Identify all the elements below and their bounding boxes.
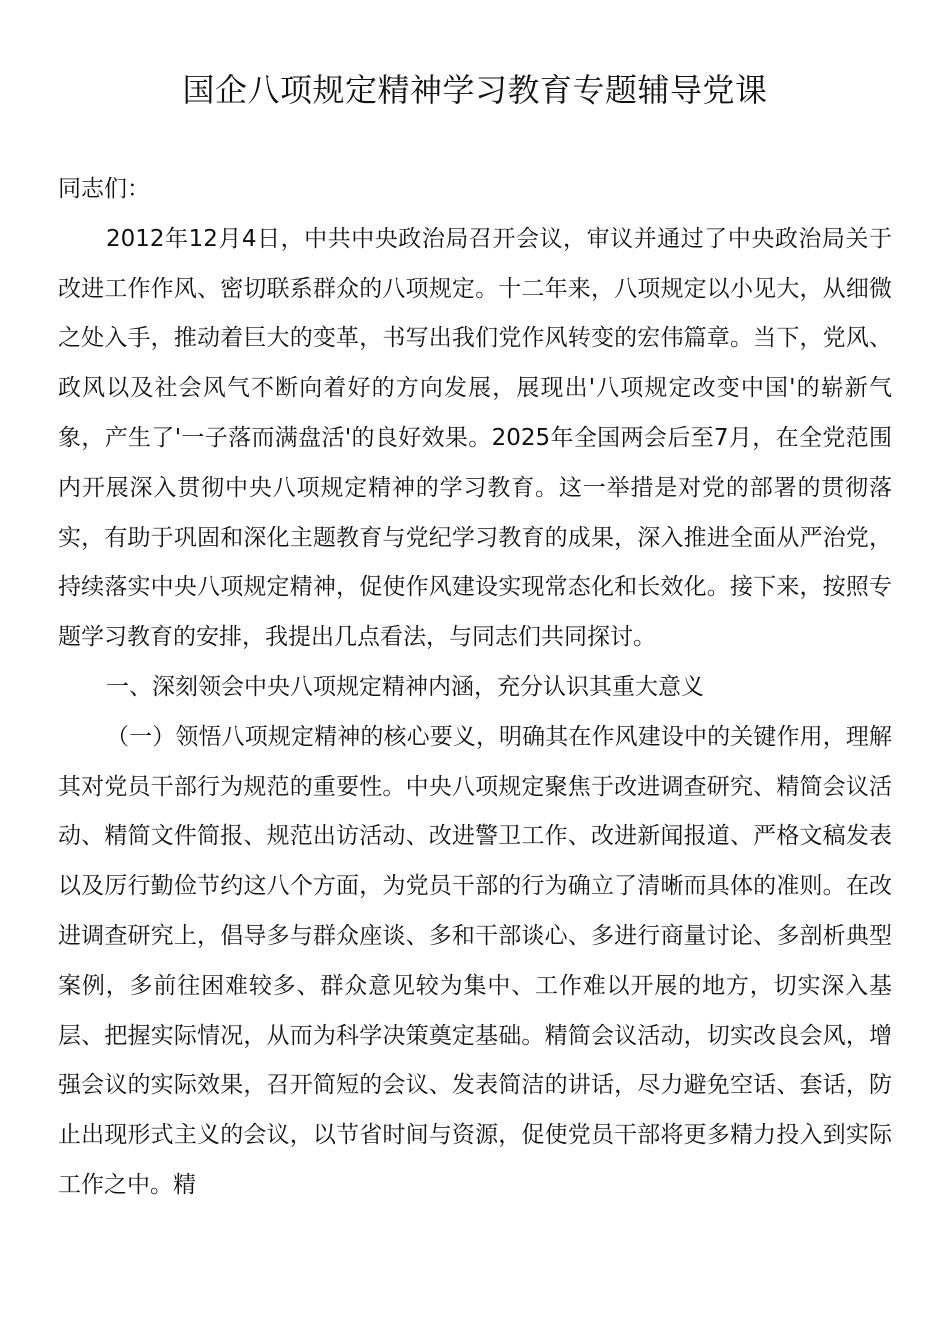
section-heading-1: 一、深刻领会中央八项规定精神内涵，充分认识其重大意义: [106, 673, 704, 700]
document-body: [58, 165, 892, 1211]
paragraph-intro: 2012年12月4日，中共中央政治局召开会议，审议并通过了中央政治局关于改进工作作风、密切联系群众的八项规定。十二年来，八项规定以小见大，从细微之处入手，推动着巨大的变革，书写出我们党作风转变的宏伟篇章。当下，党风、政风以及社会风气不断向着好的方向发展，展现出'八项规定改变中国'的崭新气象，产生了'一子落而满盘活'的良好效果。2025年全国两会后至7月，在全党范围内开展深入贯彻中央八项规定精神的学习教育。这一举措是对党的部署的贯彻落实，有助于巩固和深化主题教育与党纪学习教育的成果，深入推进全面从严治党，持续落实中央八项规定精神，促使作风建设实现常态化和长效化。接下来，按照专题学习教育的安排，我提出几点看法，与同志们共同探讨。: [58, 225, 892, 651]
paragraph-subsection-1: （一）领悟八项规定精神的核心要义，明确其在作风建设中的关键作用，理解其对党员干部行为规范的重要性。中央八项规定聚焦于改进调查研究、精简会议活动、精简文件简报、规范出访活动、改进警卫工作、改进新闻报道、严格文稿发表以及厉行勤俭节约这八个方面，为党员干部的行为确立了清晰而具体的准则。在改进调查研究上，倡导多与群众座谈、多和干部谈心、多进行商量讨论、多剖析典型案例，多前往困难较多、群众意见较为集中、工作难以开展的地方，切实深入基层、把握实际情况，从而为科学决策奠定基础。精简会议活动，切实改良会风，增强会议的实际效果，召开简短的会议、发表简洁的讲话，尽力避免空话、套话，防止出现形式主义的会议，以节省时间与资源，促使党员干部将更多精力投入到实际工作之中。精: [58, 723, 892, 1198]
greeting-line: 同志们：: [58, 176, 150, 202]
document-title: 国企八项规定精神学习教育专题辅导党课: [182, 71, 768, 109]
